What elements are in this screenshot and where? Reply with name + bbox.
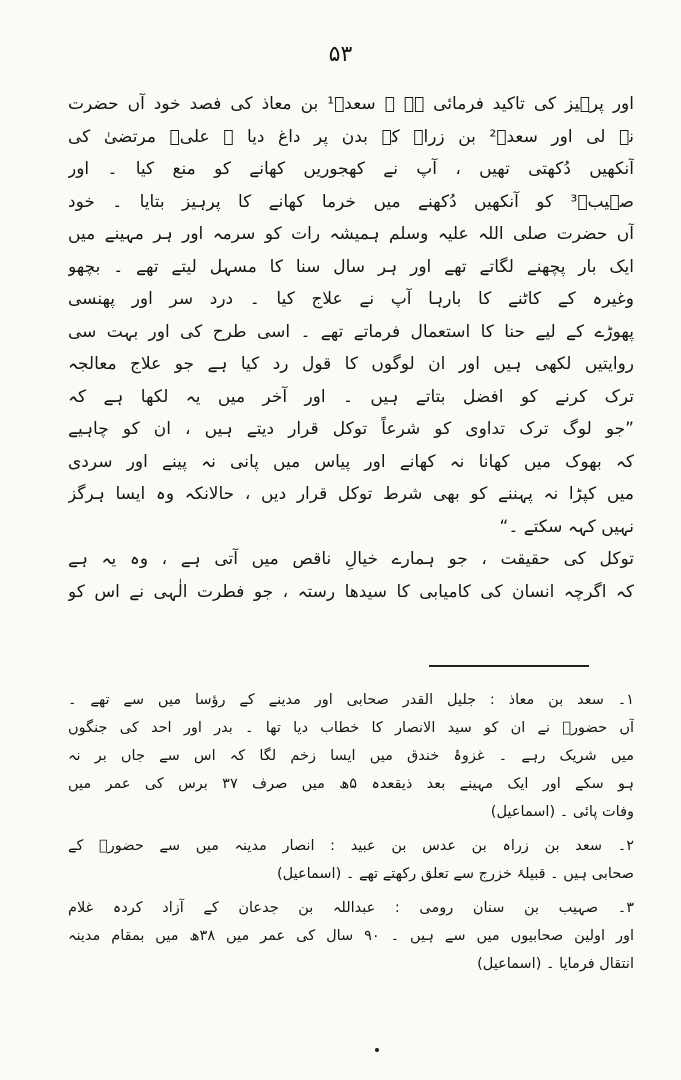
footnote-line: میں شریک رہے ۔ غزوۂ خندق میں ایسا زخم لگا کہ اس سے جاں بر نہ [68, 748, 634, 764]
footnote-line: ۳۔ صہیب بن سنان رومی : عبداللہ بن جدعان کے آزاد کردہ غلام [68, 900, 634, 916]
quote-line: کہ بھوک میں کھانا نہ کھانے اور پیاس میں پانی نہ پینے اور سردی [68, 451, 634, 472]
main-text-line: آنکھیں دُکھتی تھیں ، آپ نے کھجوریں کھانے کو منع کیا ۔ اور [68, 159, 634, 179]
footnote-line: صحابی ہیں ۔ قبیلۂ خزرج سے تعلق رکھتے تھے ۔ (اسماعیل) [276, 866, 634, 882]
main-text-line: کہ اگرچہ انسان کی کامیابی کا سیدھا رستہ ، جو فطرت الٰہی نے اس کو [68, 581, 634, 602]
footnote-1 [68, 686, 634, 826]
main-text-line: نے لی اور سعدؓ² بن زراہ کے بدن پر داغ دیا ۔ علیؓ مرتضیٰ کی [68, 126, 634, 147]
footnote-separator [429, 665, 589, 667]
footnote-line: اور اولین صحابیوں میں سے ہیں ۔ ۹۰ سال کی عمر میں ۳۸ھ میں بمقام مدینہ [68, 928, 634, 944]
footnote-line: ہو سکے اور ایک مہینے بعد ذیقعدہ ۵ھ میں صرف ۳۷ برس کی عمر میں [68, 776, 634, 792]
main-text-line: روایتیں لکھی ہیں اور ان لوگوں کا قول رد کیا ہے جو علاج معالجہ [68, 354, 634, 374]
footnote-2 [68, 832, 634, 888]
main-text-line: وغیرہ کے کاٹنے کا بارہا آپ نے علاج کیا ۔ درد سر اور پھنسی [68, 289, 634, 309]
footnotes [68, 686, 634, 984]
main-text-line: پھوڑے کے لیے حنا کا استعمال فرماتے تھے ۔ اسی طرح کی اور بہت سی [68, 321, 634, 342]
footnote-line: ۱۔ سعد بن معاذ : جلیل القدر صحابی اور مدینے کے رؤسا میں سے تھے ۔ [68, 692, 634, 708]
quote-line: نہیں کہہ سکتے ۔“ [499, 516, 634, 537]
footnote-3 [68, 894, 634, 978]
footnote-line: آں حضورؐ نے ان کو سید الانصار کا خطاب دیا تھا ۔ بدر اور احد کی جنگوں [68, 720, 634, 736]
page-number: ۵۳ [328, 42, 353, 67]
quote-line: میں کپڑا نہ پہننے کو بھی شرط توکل قرار دیں ، حالانکہ وہ ایسا ہرگز [68, 484, 634, 504]
main-text-line: توکل کی حقیقت ، جو ہمارے خیالِ ناقص میں آتی ہے ، وہ یہ ہے [68, 549, 634, 569]
main-text-line: صہیبؓ³ کو آنکھیں دُکھنے میں خرما کھانے کا پرہیز بتایا ۔ خود [68, 191, 634, 212]
main-text-line: ترک کرنے کو افضل بتاتے ہیں ۔ اور آخر میں یہ لکھا ہے کہ [68, 386, 634, 407]
footnote-line: ۲۔ سعد بن زراہ بن عدس بن عبید : انصار مدینہ میں سے حضورؐ کے [68, 838, 634, 854]
main-text [68, 88, 634, 608]
main-text-line: اور پرہیز کی تاکید فرمائی ہے ۔ سعدؓ¹ بن معاذ کی فصد خود آں حضرت [68, 94, 634, 114]
main-text-line: آں حضرت صلی اللہ علیہ وسلم ہمیشہ رات کو سرمہ اور ہر مہینے میں [68, 224, 634, 244]
quote-line: ”جو لوگ ترک تداوی کو شرعاً توکل قرار دیتے ہیں ، ان کو چاہیے [68, 419, 634, 439]
footnote-line: انتقال فرمایا ۔ (اسماعیل) [477, 956, 634, 972]
page-dot [375, 1048, 379, 1052]
main-text-line: ایک بار پچھنے لگاتے تھے اور ہر سال سنا کا مسہل لیتے تھے ۔ بچھو [68, 256, 634, 277]
footnote-line: وفات پائی ۔ (اسماعیل) [490, 804, 634, 820]
